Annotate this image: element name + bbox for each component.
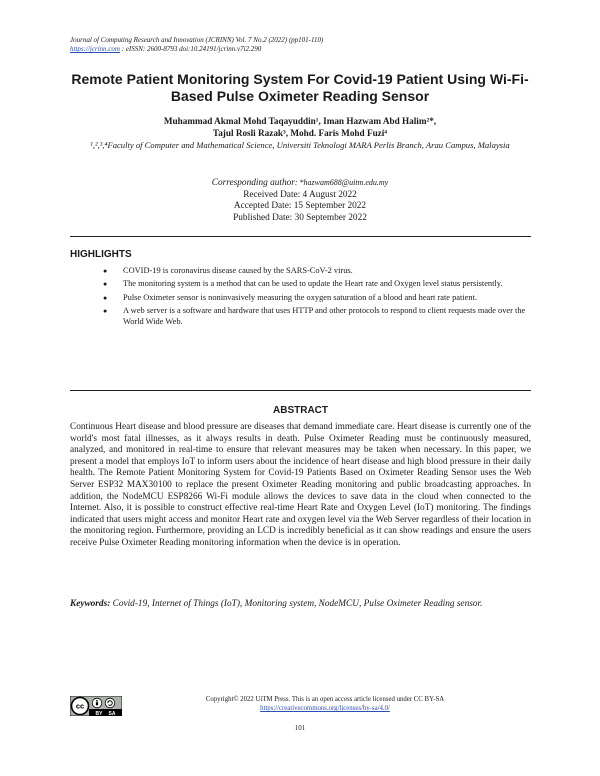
accepted-date: Accepted Date: 15 September 2022 xyxy=(233,201,367,211)
copyright-notice xyxy=(150,695,500,713)
highlight-item xyxy=(103,279,533,289)
bullet-icon: ● xyxy=(103,307,108,316)
abstract-text: Continuous Heart disease and blood pressure are diseases that demand immediate care. Heart disease is currently one of the world's most fatal illnesses, as it always results in death. Pulse Oximeter Reading must be continuously measured, analyzed, and monitored in real-time to ensure that relevant measures may be taken when necessary. In this paper, we present a model that employs IoT to inform users about the incidence of heart disease and high blood pressure in their daily health. The Remote Patient Monitoring System for Covid-19 Patients Based on Oximeter Reading Sensor uses the Web Server ESP32 MAX30100 to replace the present Oximeter Reading monitoring and public broadcasting approaches. In addition, the NodeMCU ESP8266 Wi-Fi module allows the devices to save data in the cloud when connected to the Internet. Also, it is possible to construct effective real-time Heart Rate and Oxygen Level (IoT) monitoring. The findings indicated that users might access and monitor Heart rate and oxygen level via the Web Server regardless of their location in the monitoring region. Furthermore, providing an LCD is incredibly beneficial as it can show readings and ensure the users receive Pulse Oximeter Reading monitoring information when the device is in operation. xyxy=(70,422,531,548)
affiliation: ¹,²,³,⁴Faculty of Computer and Mathematical Science, Universiti Teknologi MARA Perlis Branch, Arau Campus, Malaysia xyxy=(90,140,510,150)
keywords-label: Keywords: xyxy=(70,599,111,609)
highlight-item xyxy=(103,266,533,276)
by-label: BY xyxy=(95,711,103,716)
divider-top xyxy=(70,236,531,237)
author-list xyxy=(60,115,540,139)
divider-middle xyxy=(70,390,531,391)
keywords-text: Covid-19, Internet of Things (IoT), Monitoring system, NodeMCU, Pulse Oximeter Reading sensor. xyxy=(110,599,483,609)
abstract-heading: ABSTRACT xyxy=(273,405,328,416)
journal-issn-doi: : eISSN: 2600-8793 doi:10.24191/jcrinn.v7i2.290 xyxy=(119,45,262,53)
license-link[interactable]: https://creativecommons.org/licenses/by-sa/4.0/ xyxy=(260,705,390,712)
corresponding-author xyxy=(60,177,540,190)
keywords xyxy=(70,598,531,610)
sa-label: SA xyxy=(108,711,116,716)
journal-citation: Journal of Computing Research and Innovation (JCRINN) Vol. 7 No.2 (2022) (pp101-110) xyxy=(70,36,324,44)
copyright-text: Copyright© 2022 UiTM Press. This is an open access article licensed under CC BY-SA xyxy=(205,696,445,703)
corresponding-email: : *hazwam688@uitm.edu.my xyxy=(294,178,389,187)
bullet-icon: ● xyxy=(103,280,108,289)
cc-label: cc xyxy=(75,701,85,711)
journal-url-link[interactable]: https://jcrinn.com xyxy=(70,45,120,53)
highlights-list xyxy=(103,266,533,330)
highlight-text: A web server is a software and hardware that uses HTTP and other protocols to respond to client requests made over the World Wide Web. xyxy=(123,306,526,326)
highlights-heading: HIGHLIGHTS xyxy=(70,249,132,260)
highlight-text: The monitoring system is a method that can be used to update the Heart rate and Oxygen level status persistently. xyxy=(123,279,503,289)
paper-title: Remote Patient Monitoring System For Covid-19 Patient Using Wi-Fi-Based Pulse Oximeter Reading Sensor xyxy=(71,71,529,104)
author-line-1: Muhammad Akmal Mohd Taqayuddin¹, Iman Hazwam Abd Halim²*, xyxy=(163,116,437,126)
highlight-item xyxy=(103,293,533,303)
bullet-icon: ● xyxy=(103,293,108,302)
highlight-text: Pulse Oximeter sensor is noninvasively measuring the oxygen saturation of a blood and heart rate patient. xyxy=(123,292,477,302)
license-badge-icon xyxy=(70,696,122,716)
journal-identifiers xyxy=(70,45,530,54)
page-number: 101 xyxy=(294,724,306,732)
article-dates xyxy=(60,177,540,224)
share-alike-icon xyxy=(105,698,115,708)
received-date: Received Date: 4 August 2022 xyxy=(243,189,357,200)
highlight-text: COVID-19 is coronavirus disease caused by the SARS-CoV-2 virus. xyxy=(123,266,353,275)
journal-header xyxy=(70,36,530,54)
published-date: Published Date: 30 September 2022 xyxy=(233,212,367,223)
corresponding-label: Corresponding author xyxy=(211,178,295,188)
bullet-icon: ● xyxy=(103,267,108,275)
cc-by-sa-badge xyxy=(70,696,122,716)
highlight-item xyxy=(103,306,533,327)
author-line-2: Tajul Rosli Razak³, Mohd. Faris Mohd Fuzi⁴ xyxy=(212,128,388,138)
